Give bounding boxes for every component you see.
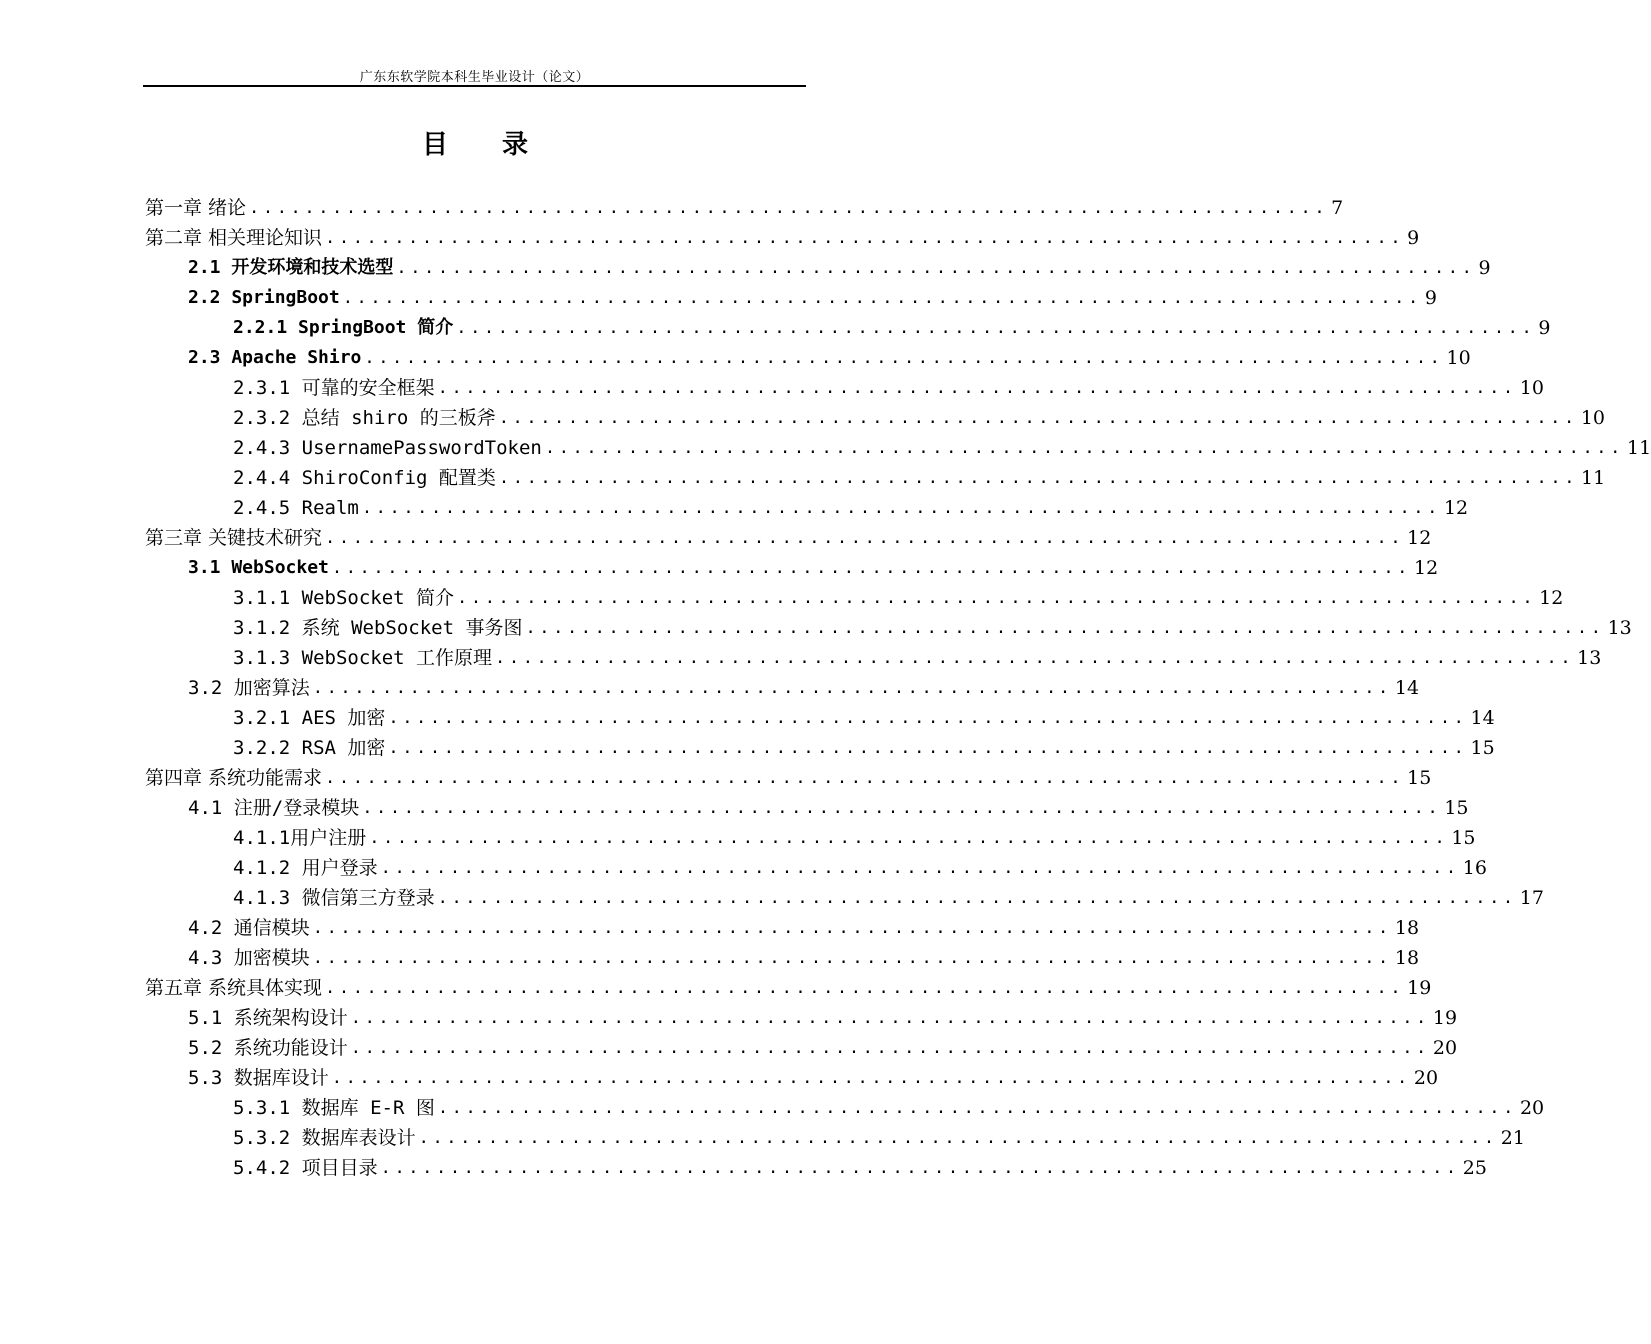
toc-entry-page: 9 bbox=[1538, 317, 1551, 339]
dot-leader: .............................................................................. bbox=[456, 318, 1536, 338]
toc-entry[interactable] bbox=[233, 400, 1606, 430]
toc-entry-label: 5.1 系统架构设计 bbox=[188, 1007, 348, 1029]
toc-entry-label: 5.3.2 数据库表设计 bbox=[233, 1127, 416, 1149]
toc-entry-page: 11 bbox=[1581, 467, 1606, 489]
toc-entry[interactable] bbox=[188, 250, 1491, 280]
dot-leader: .............................................................................. bbox=[418, 1128, 1498, 1148]
toc-entry[interactable] bbox=[188, 1060, 1439, 1090]
toc-entry-page: 12 bbox=[1539, 587, 1564, 609]
toc-entry-page: 17 bbox=[1519, 887, 1544, 909]
toc-entry-page: 20 bbox=[1432, 1037, 1458, 1059]
toc-entry-label: 4.1.3 微信第三方登录 bbox=[233, 887, 435, 909]
toc-entry-label: 3.2 加密算法 bbox=[188, 677, 310, 699]
dot-leader: .............................................................................. bbox=[388, 738, 1468, 758]
dot-leader: .............................................................................. bbox=[350, 1038, 1430, 1058]
dot-leader: .............................................................................. bbox=[312, 918, 1392, 938]
toc-entry[interactable] bbox=[145, 190, 1344, 220]
toc-entry[interactable] bbox=[233, 610, 1632, 640]
toc-entry[interactable] bbox=[233, 580, 1564, 610]
toc-entry-page: 14 bbox=[1470, 707, 1495, 729]
dot-leader: .............................................................................. bbox=[437, 1098, 1517, 1118]
toc-entry-label: 第五章 系统具体实现 bbox=[145, 977, 323, 999]
dot-leader: .............................................................................. bbox=[312, 678, 1392, 698]
dot-leader: .............................................................................. bbox=[498, 468, 1579, 488]
toc-entry-label: 3.1 WebSocket bbox=[188, 557, 329, 578]
dot-leader: .............................................................................. bbox=[325, 228, 1405, 248]
toc-entry-page: 19 bbox=[1432, 1007, 1458, 1029]
toc-entry-page: 20 bbox=[1413, 1067, 1439, 1089]
dot-leader: .............................................................................. bbox=[350, 1008, 1430, 1028]
toc-entry-page: 19 bbox=[1407, 977, 1432, 999]
toc-entry[interactable] bbox=[188, 790, 1469, 820]
page-header: 广东东软学院本科生毕业设计（论文） bbox=[359, 70, 590, 85]
toc-entry[interactable] bbox=[233, 370, 1544, 400]
toc-entry-page: 15 bbox=[1470, 737, 1495, 759]
toc-entry-label: 3.1.1 WebSocket 简介 bbox=[233, 587, 455, 609]
toc-entry-page: 7 bbox=[1331, 197, 1344, 219]
dot-leader: .............................................................................. bbox=[312, 948, 1392, 968]
toc-entry-label: 4.3 加密模块 bbox=[188, 947, 310, 969]
toc-entry[interactable] bbox=[188, 550, 1439, 580]
toc-entry-page: 10 bbox=[1580, 407, 1606, 429]
toc-entry-label: 第四章 系统功能需求 bbox=[145, 767, 323, 789]
toc-entry[interactable] bbox=[233, 460, 1606, 490]
toc-entry-page: 13 bbox=[1577, 647, 1602, 669]
toc-entry-page: 14 bbox=[1394, 677, 1420, 699]
dot-leader: .............................................................................. bbox=[457, 588, 1537, 608]
toc-entry-page: 18 bbox=[1394, 917, 1420, 939]
toc-entry[interactable] bbox=[188, 1030, 1458, 1060]
toc-entry-label: 2.1 开发环境和技术选型 bbox=[188, 257, 394, 278]
toc-entry-label: 3.1.2 系统 WebSocket 事务图 bbox=[233, 617, 523, 639]
toc-entry[interactable] bbox=[233, 490, 1469, 520]
toc-entry-page: 12 bbox=[1414, 557, 1439, 579]
toc-entry-label: 2.3.1 可靠的安全框架 bbox=[233, 377, 435, 399]
toc-entry-label: 2.3.2 总结 shiro 的三板斧 bbox=[233, 407, 496, 429]
toc-entry-page: 25 bbox=[1462, 1157, 1487, 1179]
toc-entry-label: 4.1.2 用户登录 bbox=[233, 857, 378, 879]
toc-entry[interactable] bbox=[233, 730, 1495, 760]
toc-entry[interactable] bbox=[233, 1090, 1545, 1120]
toc-entry[interactable] bbox=[145, 220, 1420, 250]
toc-entry-label: 4.1 注册/登录模块 bbox=[188, 797, 360, 819]
toc-entry-page: 13 bbox=[1607, 617, 1632, 639]
toc-entry[interactable] bbox=[145, 520, 1432, 550]
toc-entry[interactable] bbox=[188, 340, 1471, 370]
dot-leader: .............................................................................. bbox=[388, 708, 1468, 728]
toc-entry-label: 5.3 数据库设计 bbox=[188, 1067, 329, 1089]
dot-leader: .............................................................................. bbox=[362, 798, 1442, 818]
dot-leader: .............................................................................. bbox=[544, 438, 1624, 458]
toc-entry-label: 2.4.4 ShiroConfig 配置类 bbox=[233, 467, 496, 489]
toc-entry-label: 第三章 关键技术研究 bbox=[145, 527, 323, 549]
toc-entry-label: 2.4.5 Realm bbox=[233, 497, 359, 519]
toc-entry[interactable] bbox=[188, 940, 1420, 970]
dot-leader: .............................................................................. bbox=[364, 348, 1444, 368]
toc-entry-label: 5.4.2 项目目录 bbox=[233, 1157, 378, 1179]
toc-entry-label: 第一章 绪论 bbox=[145, 197, 247, 219]
toc-entry-label: 2.3 Apache Shiro bbox=[188, 347, 362, 368]
toc-entry-label: 3.1.3 WebSocket 工作原理 bbox=[233, 647, 493, 669]
toc-entry[interactable] bbox=[233, 1120, 1525, 1150]
toc-entry[interactable] bbox=[145, 970, 1432, 1000]
toc-entry[interactable] bbox=[188, 280, 1437, 310]
dot-leader: .............................................................................. bbox=[369, 828, 1449, 848]
toc-entry[interactable] bbox=[233, 430, 1651, 460]
toc-entry-page: 15 bbox=[1451, 827, 1476, 849]
dot-leader: .............................................................................. bbox=[342, 288, 1422, 308]
toc-entry-page: 9 bbox=[1478, 257, 1491, 279]
dot-leader: .............................................................................. bbox=[380, 858, 1460, 878]
toc-entry-page: 20 bbox=[1519, 1097, 1545, 1119]
dot-leader: .............................................................................. bbox=[498, 408, 1578, 428]
dot-leader: .............................................................................. bbox=[325, 528, 1405, 548]
dot-leader: .............................................................................. bbox=[361, 498, 1441, 518]
toc-entry[interactable] bbox=[233, 1150, 1487, 1180]
dot-leader: .............................................................................. bbox=[525, 618, 1605, 638]
toc-entry[interactable] bbox=[188, 1000, 1458, 1030]
header-divider bbox=[143, 85, 806, 87]
toc-entry-page: 12 bbox=[1443, 497, 1469, 519]
toc-entry-label: 3.2.1 AES 加密 bbox=[233, 707, 386, 729]
dot-leader: .............................................................................. bbox=[331, 1068, 1411, 1088]
toc-entry-page: 9 bbox=[1424, 287, 1437, 309]
dot-leader: .............................................................................. bbox=[495, 648, 1575, 668]
toc-entry[interactable] bbox=[188, 910, 1420, 940]
dot-leader: .............................................................................. bbox=[380, 1158, 1460, 1178]
toc-entry[interactable] bbox=[188, 670, 1420, 700]
toc-entry-label: 5.2 系统功能设计 bbox=[188, 1037, 348, 1059]
toc-entry-page: 18 bbox=[1394, 947, 1420, 969]
dot-leader: .............................................................................. bbox=[331, 558, 1412, 578]
toc-entry-label: 3.2.2 RSA 加密 bbox=[233, 737, 386, 759]
toc-entry-page: 21 bbox=[1500, 1127, 1525, 1149]
toc-entry-page: 10 bbox=[1446, 347, 1471, 369]
dot-leader: .............................................................................. bbox=[325, 768, 1405, 788]
toc-title: 目 录 bbox=[421, 130, 542, 160]
toc-entry-label: 4.2 通信模块 bbox=[188, 917, 310, 939]
toc-entry-page: 10 bbox=[1519, 377, 1544, 399]
toc-entry-label: 2.2.1 SpringBoot 简介 bbox=[233, 317, 454, 338]
toc-entry[interactable] bbox=[145, 760, 1432, 790]
toc-entry-label: 2.4.3 UsernamePasswordToken bbox=[233, 437, 542, 459]
toc-entry[interactable] bbox=[233, 700, 1495, 730]
toc-entry[interactable] bbox=[233, 820, 1476, 850]
toc-entry[interactable] bbox=[233, 310, 1551, 340]
dot-leader: .............................................................................. bbox=[249, 198, 1329, 218]
toc-entry[interactable] bbox=[233, 880, 1544, 910]
toc-entry-label: 第二章 相关理论知识 bbox=[145, 227, 323, 249]
toc-entry-label: 4.1.1用户注册 bbox=[233, 827, 367, 849]
toc-entry-page: 11 bbox=[1626, 437, 1651, 459]
toc-entry-page: 12 bbox=[1407, 527, 1432, 549]
toc-entry-page: 16 bbox=[1462, 857, 1487, 879]
toc-entry-page: 15 bbox=[1444, 797, 1469, 819]
toc-entry[interactable] bbox=[233, 850, 1487, 880]
toc-entry-label: 5.3.1 数据库 E-R 图 bbox=[233, 1097, 435, 1119]
dot-leader: .............................................................................. bbox=[325, 978, 1405, 998]
toc-entry-page: 15 bbox=[1407, 767, 1432, 789]
dot-leader: .............................................................................. bbox=[396, 258, 1476, 278]
toc-entry-page: 9 bbox=[1407, 227, 1420, 249]
toc-entry-label: 2.2 SpringBoot bbox=[188, 287, 340, 308]
dot-leader: .............................................................................. bbox=[437, 888, 1517, 908]
dot-leader: .............................................................................. bbox=[437, 378, 1517, 398]
toc-entry[interactable] bbox=[233, 640, 1602, 670]
